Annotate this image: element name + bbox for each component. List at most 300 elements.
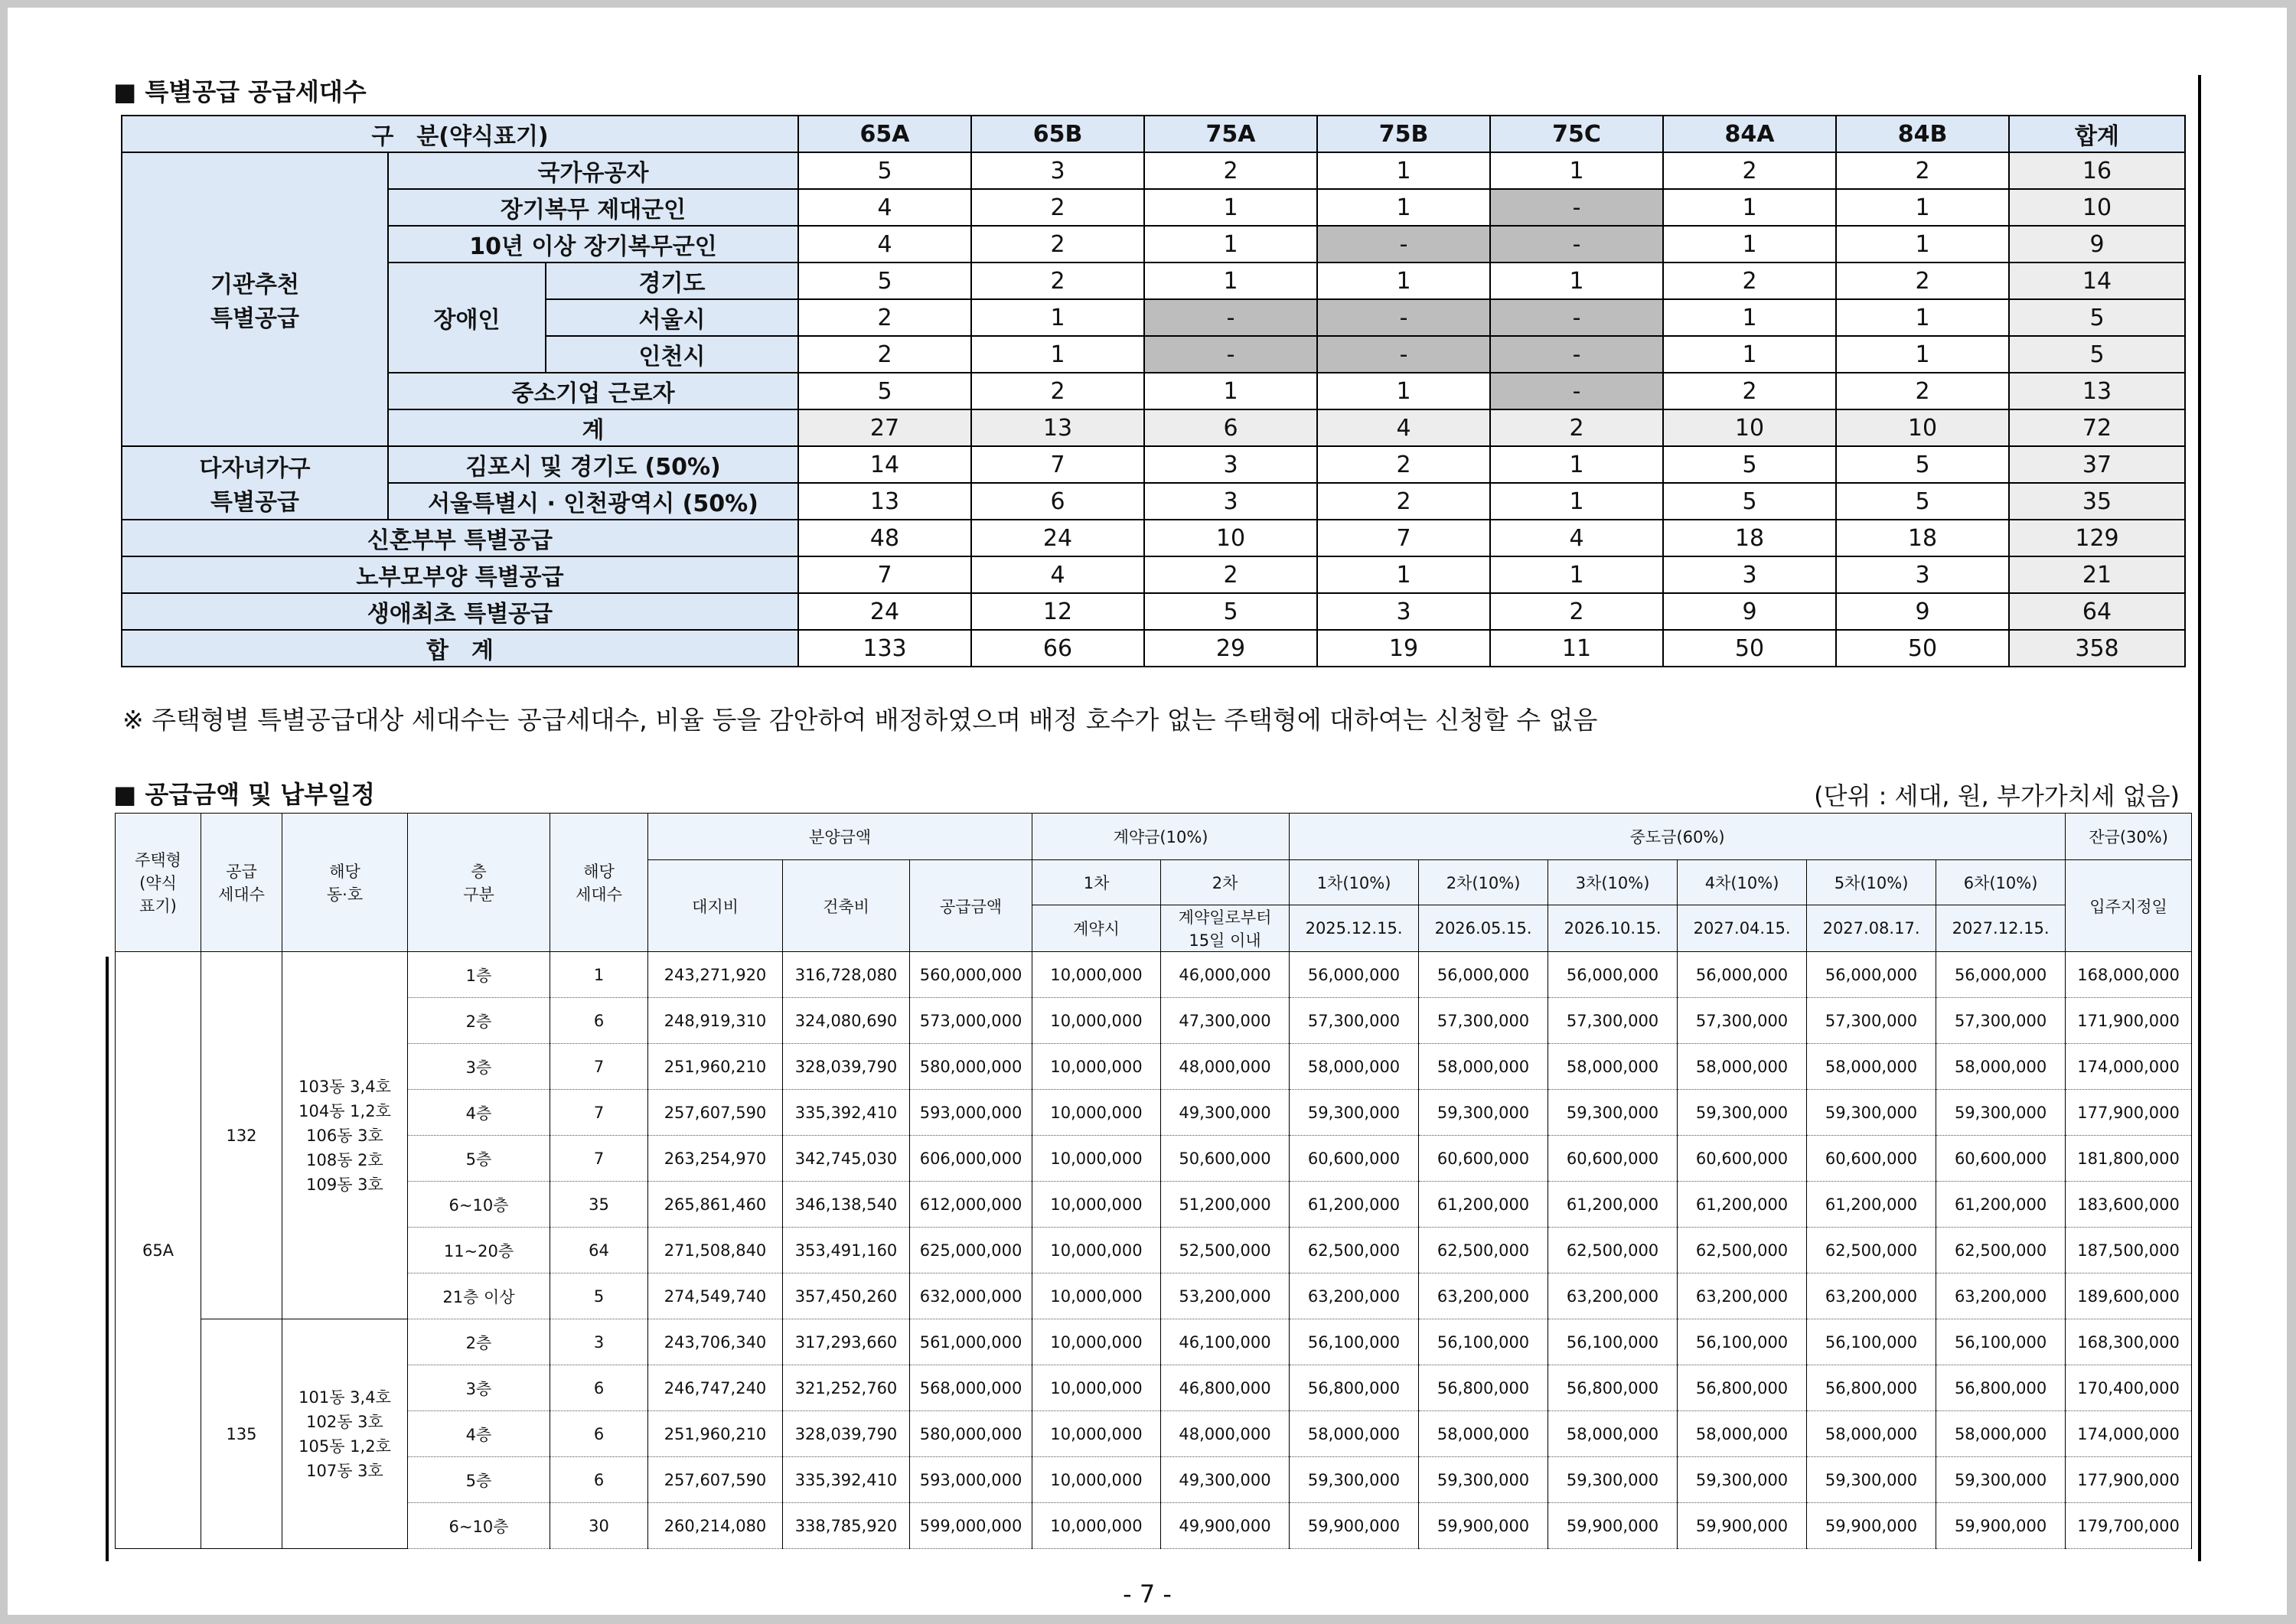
value-cell: 13 (798, 483, 971, 520)
value-cell: 2 (971, 226, 1144, 263)
row-label: 합 계 (122, 630, 798, 667)
value-cell: 56,000,000 (1419, 952, 1548, 998)
value-cell: 53,200,000 (1161, 1273, 1290, 1319)
row-label: 경기도 (546, 263, 798, 299)
value-cell: 251,960,210 (648, 1044, 783, 1090)
table-row (122, 189, 2185, 226)
header-cell: 2025.12.15. (1290, 905, 1419, 952)
value-cell: 1 (1490, 483, 1663, 520)
header-cell: 1차 (1032, 860, 1161, 905)
special-supply-note: ※ 주택형별 특별공급대상 세대수는 공급세대수, 비율 등을 감안하여 배정하였으며 배정 호수가 없는 주택형에 대하여는 신청할 수 없음 (122, 705, 1598, 735)
value-cell: 335,392,410 (783, 1457, 910, 1503)
value-cell: 59,900,000 (1678, 1503, 1807, 1549)
value-cell: 632,000,000 (910, 1273, 1032, 1319)
value-cell: 59,900,000 (1290, 1503, 1419, 1549)
value-cell: 338,785,920 (783, 1503, 910, 1549)
value-cell: 2 (1836, 373, 2009, 409)
value-cell: 47,300,000 (1161, 998, 1290, 1044)
value-cell: 50 (1836, 630, 2009, 667)
value-cell: 2 (1317, 446, 1490, 483)
value-cell: 60,600,000 (1419, 1136, 1548, 1182)
value-cell: 353,491,160 (783, 1228, 910, 1273)
value-cell: 19 (1317, 630, 1490, 667)
value-cell: 14 (798, 446, 971, 483)
header-cell: 건축비 (783, 860, 910, 952)
value-cell: 60,600,000 (1807, 1136, 1936, 1182)
value-cell: 7 (1317, 520, 1490, 556)
value-cell: 57,300,000 (1807, 998, 1936, 1044)
value-cell: 2 (1663, 373, 1836, 409)
value-cell: - (1317, 336, 1490, 373)
header-cell: 6차(10%) (1936, 860, 2066, 905)
header-cell: 2027.12.15. (1936, 905, 2066, 952)
value-cell: 5 (1663, 446, 1836, 483)
row-label: 계 (388, 409, 798, 446)
value-cell: 257,607,590 (648, 1457, 783, 1503)
header-cell: 중도금(60%) (1290, 814, 2066, 860)
value-cell: 62,500,000 (1419, 1228, 1548, 1273)
value-cell: 62,500,000 (1936, 1228, 2066, 1273)
value-cell: 2 (1836, 263, 2009, 299)
value-cell: 1 (1317, 556, 1490, 593)
value-cell: 4 (798, 189, 971, 226)
total-cell: 35 (2009, 483, 2185, 520)
value-cell: 63,200,000 (1548, 1273, 1678, 1319)
value-cell: 1 (1663, 299, 1836, 336)
page-number: - 7 - (1123, 1580, 1172, 1609)
value-cell: 59,900,000 (1548, 1503, 1678, 1549)
value-cell: 59,900,000 (1936, 1503, 2066, 1549)
value-cell: 10,000,000 (1032, 1273, 1161, 1319)
value-cell: 10,000,000 (1032, 1457, 1161, 1503)
header-cell: 합계 (2009, 116, 2185, 152)
value-cell: 1 (1663, 336, 1836, 373)
value-cell: 59,300,000 (1807, 1090, 1936, 1136)
value-cell: 2 (1317, 483, 1490, 520)
value-cell: 59,900,000 (1807, 1503, 1936, 1549)
value-cell: 56,800,000 (1807, 1365, 1936, 1411)
row-label: 생애최초 특별공급 (122, 593, 798, 630)
value-cell: 58,000,000 (1290, 1411, 1419, 1457)
value-cell: 1 (1144, 263, 1317, 299)
table-row (116, 1365, 2192, 1411)
value-cell: 1층 (408, 952, 550, 998)
value-cell: 4층 (408, 1411, 550, 1457)
group-label: 기관추천 특별공급 (122, 152, 388, 446)
value-cell: 7 (550, 1136, 648, 1182)
value-cell: 6~10층 (408, 1503, 550, 1549)
value-cell: 58,000,000 (1548, 1044, 1678, 1090)
value-cell: 58,000,000 (1419, 1411, 1548, 1457)
header-cell: 해당 세대수 (550, 814, 648, 952)
value-cell: 59,300,000 (1419, 1457, 1548, 1503)
subtotal-row (122, 409, 2185, 446)
value-cell: 133 (798, 630, 971, 667)
value-cell: 265,861,460 (648, 1182, 783, 1228)
value-cell: 174,000,000 (2066, 1411, 2192, 1457)
value-cell: 48,000,000 (1161, 1411, 1290, 1457)
value-cell: 6 (971, 483, 1144, 520)
value-cell: - (1490, 226, 1663, 263)
header-cell: 대지비 (648, 860, 783, 952)
value-cell: 257,607,590 (648, 1090, 783, 1136)
value-cell: 61,200,000 (1290, 1182, 1419, 1228)
header-cell: 2차 (1161, 860, 1290, 905)
document-page (8, 8, 2287, 1615)
value-cell: 58,000,000 (1936, 1411, 2066, 1457)
value-cell: 24 (971, 520, 1144, 556)
header-cell: 2026.05.15. (1419, 905, 1548, 952)
value-cell: 3 (550, 1319, 648, 1365)
subtotal-cell: 72 (2009, 409, 2185, 446)
header-cell: 75A (1144, 116, 1317, 152)
value-cell: 1 (1490, 556, 1663, 593)
value-cell: 50,600,000 (1161, 1136, 1290, 1182)
subtotal-cell: 6 (1144, 409, 1317, 446)
value-cell: 56,800,000 (1548, 1365, 1678, 1411)
value-cell: 2 (798, 299, 971, 336)
value-cell: 625,000,000 (910, 1228, 1032, 1273)
value-cell: 59,300,000 (1807, 1457, 1936, 1503)
subtotal-cell: 27 (798, 409, 971, 446)
value-cell: 573,000,000 (910, 998, 1032, 1044)
header-cell: 84A (1663, 116, 1836, 152)
value-cell: 4층 (408, 1090, 550, 1136)
value-cell: 61,200,000 (1807, 1182, 1936, 1228)
value-cell: 346,138,540 (783, 1182, 910, 1228)
value-cell: 606,000,000 (910, 1136, 1032, 1182)
table-row (122, 152, 2185, 189)
value-cell: 62,500,000 (1807, 1228, 1936, 1273)
value-cell: 6~10층 (408, 1182, 550, 1228)
value-cell: 56,800,000 (1419, 1365, 1548, 1411)
value-cell: 593,000,000 (910, 1090, 1032, 1136)
total-cell: 13 (2009, 373, 2185, 409)
value-cell: 3층 (408, 1044, 550, 1090)
value-cell: 251,960,210 (648, 1411, 783, 1457)
value-cell: 30 (550, 1503, 648, 1549)
value-cell: 1 (550, 952, 648, 998)
table-row (116, 1136, 2192, 1182)
value-cell: 58,000,000 (1807, 1411, 1936, 1457)
value-cell: 58,000,000 (1678, 1044, 1807, 1090)
value-cell: 357,450,260 (783, 1273, 910, 1319)
value-cell: 7 (798, 556, 971, 593)
value-cell: 7 (971, 446, 1144, 483)
value-cell: 9 (1836, 593, 2009, 630)
value-cell: 61,200,000 (1419, 1182, 1548, 1228)
value-cell: 6 (550, 1457, 648, 1503)
header-cell: 구 분(약식표기) (122, 116, 798, 152)
table-row (122, 263, 2185, 299)
row-label: 10년 이상 장기복무군인 (388, 226, 798, 263)
value-cell: 177,900,000 (2066, 1457, 2192, 1503)
value-cell: 59,300,000 (1936, 1457, 2066, 1503)
value-cell: 2 (971, 263, 1144, 299)
value-cell: 2 (1836, 152, 2009, 189)
supply-cell: 135 (201, 1319, 282, 1549)
value-cell: 3 (971, 152, 1144, 189)
value-cell: 1 (1490, 446, 1663, 483)
value-cell: 1 (1144, 189, 1317, 226)
value-cell: 59,300,000 (1936, 1090, 2066, 1136)
value-cell: 46,000,000 (1161, 952, 1290, 998)
value-cell: 189,600,000 (2066, 1273, 2192, 1319)
value-cell: 18 (1836, 520, 2009, 556)
value-cell: 63,200,000 (1936, 1273, 2066, 1319)
value-cell: 612,000,000 (910, 1182, 1032, 1228)
value-cell: 174,000,000 (2066, 1044, 2192, 1090)
dongho-cell: 101동 3,4호 102동 3호 105동 1,2호 107동 3호 (282, 1319, 408, 1549)
value-cell: 316,728,080 (783, 952, 910, 998)
header-cell: 공급금액 (910, 860, 1032, 952)
value-cell: 5층 (408, 1136, 550, 1182)
value-cell: 56,000,000 (1290, 952, 1419, 998)
value-cell: 58,000,000 (1807, 1044, 1936, 1090)
type-cell: 65A (116, 952, 201, 1549)
value-cell: 5 (1663, 483, 1836, 520)
table-row (122, 593, 2185, 630)
row-label: 서울특별시 · 인천광역시 (50%) (388, 483, 798, 520)
value-cell: 10 (1144, 520, 1317, 556)
header-cell: 해당 동·호 (282, 814, 408, 952)
row-label: 신혼부부 특별공급 (122, 520, 798, 556)
section-title-price-schedule: ■ 공급금액 및 납부일정 (113, 780, 375, 809)
value-cell: 56,800,000 (1290, 1365, 1419, 1411)
row-label: 노부모부양 특별공급 (122, 556, 798, 593)
value-cell: 59,300,000 (1678, 1090, 1807, 1136)
supply-cell: 132 (201, 952, 282, 1319)
value-cell: 63,200,000 (1807, 1273, 1936, 1319)
value-cell: - (1317, 226, 1490, 263)
table-row (116, 1319, 2192, 1365)
value-cell: 1 (971, 299, 1144, 336)
value-cell: 7 (550, 1090, 648, 1136)
value-cell: 46,100,000 (1161, 1319, 1290, 1365)
table-row (122, 446, 2185, 483)
value-cell: 2 (1144, 556, 1317, 593)
row-label: 국가유공자 (388, 152, 798, 189)
value-cell: 59,900,000 (1419, 1503, 1548, 1549)
value-cell: 5 (798, 152, 971, 189)
header-cell: 층 구분 (408, 814, 550, 952)
total-cell: 129 (2009, 520, 2185, 556)
value-cell: 63,200,000 (1678, 1273, 1807, 1319)
table-row (116, 1090, 2192, 1136)
value-cell: 66 (971, 630, 1144, 667)
value-cell: - (1144, 336, 1317, 373)
value-cell: 56,100,000 (1548, 1319, 1678, 1365)
header-cell: 공급 세대수 (201, 814, 282, 952)
total-cell: 5 (2009, 299, 2185, 336)
value-cell: 2층 (408, 998, 550, 1044)
value-cell: 48 (798, 520, 971, 556)
value-cell: 10,000,000 (1032, 1319, 1161, 1365)
value-cell: - (1490, 189, 1663, 226)
value-cell: 57,300,000 (1548, 998, 1678, 1044)
table-row (116, 1411, 2192, 1457)
total-cell: 64 (2009, 593, 2185, 630)
value-cell: - (1490, 336, 1663, 373)
row-label: 중소기업 근로자 (388, 373, 798, 409)
value-cell: 3 (1663, 556, 1836, 593)
value-cell: 328,039,790 (783, 1411, 910, 1457)
value-cell: 328,039,790 (783, 1044, 910, 1090)
value-cell: 10,000,000 (1032, 1228, 1161, 1273)
value-cell: 317,293,660 (783, 1319, 910, 1365)
value-cell: 4 (798, 226, 971, 263)
value-cell: 62,500,000 (1290, 1228, 1419, 1273)
group-label: 다자녀가구 특별공급 (122, 446, 388, 520)
value-cell: 63,200,000 (1290, 1273, 1419, 1319)
subtotal-cell: 13 (971, 409, 1144, 446)
value-cell: 59,300,000 (1290, 1090, 1419, 1136)
value-cell: 5 (1836, 483, 2009, 520)
value-cell: 2 (971, 373, 1144, 409)
value-cell: 324,080,690 (783, 998, 910, 1044)
value-cell: 7 (550, 1044, 648, 1090)
value-cell: 243,706,340 (648, 1319, 783, 1365)
value-cell: 62,500,000 (1678, 1228, 1807, 1273)
value-cell: 1 (1317, 152, 1490, 189)
value-cell: 58,000,000 (1290, 1044, 1419, 1090)
total-cell: 16 (2009, 152, 2185, 189)
value-cell: 59,300,000 (1290, 1457, 1419, 1503)
header-cell: 3차(10%) (1548, 860, 1678, 905)
value-cell: 57,300,000 (1678, 998, 1807, 1044)
value-cell: 321,252,760 (783, 1365, 910, 1411)
header-row (122, 116, 2185, 152)
value-cell: 51,200,000 (1161, 1182, 1290, 1228)
value-cell: 57,300,000 (1290, 998, 1419, 1044)
value-cell: 1 (1144, 226, 1317, 263)
value-cell: 56,000,000 (1548, 952, 1678, 998)
header-cell: 계약시 (1032, 905, 1161, 952)
value-cell: 50 (1663, 630, 1836, 667)
value-cell: 3층 (408, 1365, 550, 1411)
value-cell: 580,000,000 (910, 1411, 1032, 1457)
section-title-special-supply: ■ 특별공급 공급세대수 (113, 77, 367, 106)
value-cell: 3 (1144, 446, 1317, 483)
value-cell: 61,200,000 (1548, 1182, 1678, 1228)
value-cell: 60,600,000 (1678, 1136, 1807, 1182)
header-cell: 84B (1836, 116, 2009, 152)
value-cell: 248,919,310 (648, 998, 783, 1044)
value-cell: 63,200,000 (1419, 1273, 1548, 1319)
table-row (122, 630, 2185, 667)
table-row (122, 226, 2185, 263)
value-cell: 56,100,000 (1936, 1319, 2066, 1365)
value-cell: 56,100,000 (1807, 1319, 1936, 1365)
value-cell: 593,000,000 (910, 1457, 1032, 1503)
total-cell: 10 (2009, 189, 2185, 226)
value-cell: 49,900,000 (1161, 1503, 1290, 1549)
value-cell: 1 (1836, 226, 2009, 263)
table-row (122, 373, 2185, 409)
value-cell: 10,000,000 (1032, 1090, 1161, 1136)
value-cell: 11 (1490, 630, 1663, 667)
total-cell: 9 (2009, 226, 2185, 263)
value-cell: 179,700,000 (2066, 1503, 2192, 1549)
table-row (116, 1182, 2192, 1228)
table-row (116, 1273, 2192, 1319)
value-cell: 568,000,000 (910, 1365, 1032, 1411)
header-cell: 1차(10%) (1290, 860, 1419, 905)
value-cell: 560,000,000 (910, 952, 1032, 998)
value-cell: 56,100,000 (1290, 1319, 1419, 1365)
value-cell: 580,000,000 (910, 1044, 1032, 1090)
header-cell: 75C (1490, 116, 1663, 152)
value-cell: 57,300,000 (1419, 998, 1548, 1044)
value-cell: 3 (1317, 593, 1490, 630)
value-cell: 1 (1490, 152, 1663, 189)
value-cell: 10,000,000 (1032, 1503, 1161, 1549)
value-cell: 56,000,000 (1936, 952, 2066, 998)
value-cell: 342,745,030 (783, 1136, 910, 1182)
header-cell: 계약일로부터 15일 이내 (1161, 905, 1290, 952)
value-cell: 5 (798, 263, 971, 299)
value-cell: 6 (550, 1411, 648, 1457)
table-row (116, 952, 2192, 998)
special-supply-table (121, 115, 2186, 667)
value-cell: 35 (550, 1182, 648, 1228)
value-cell: 181,800,000 (2066, 1136, 2192, 1182)
value-cell: 177,900,000 (2066, 1090, 2192, 1136)
value-cell: 187,500,000 (2066, 1228, 2192, 1273)
value-cell: 24 (798, 593, 971, 630)
value-cell: 1 (1144, 373, 1317, 409)
value-cell: 58,000,000 (1936, 1044, 2066, 1090)
value-cell: 56,800,000 (1678, 1365, 1807, 1411)
table-row (116, 1503, 2192, 1549)
row-label: 인천시 (546, 336, 798, 373)
table-row (116, 1228, 2192, 1273)
value-cell: 1 (1836, 189, 2009, 226)
table-row (116, 1044, 2192, 1090)
header-cell: 65A (798, 116, 971, 152)
value-cell: 11~20층 (408, 1228, 550, 1273)
value-cell: 4 (971, 556, 1144, 593)
value-cell: 12 (971, 593, 1144, 630)
unit-note: (단위 : 세대, 원, 부가가치세 없음) (1814, 781, 2180, 810)
subgroup-label: 장애인 (388, 263, 546, 373)
row-label: 서울시 (546, 299, 798, 336)
value-cell: 1 (1836, 336, 2009, 373)
value-cell: 10,000,000 (1032, 1411, 1161, 1457)
value-cell: 243,271,920 (648, 952, 783, 998)
value-cell: 1 (1663, 189, 1836, 226)
value-cell: 5 (798, 373, 971, 409)
header-cell: 75B (1317, 116, 1490, 152)
value-cell: 1 (1317, 373, 1490, 409)
value-cell: 3 (1836, 556, 2009, 593)
value-cell: 171,900,000 (2066, 998, 2192, 1044)
table-row (122, 556, 2185, 593)
value-cell: 59,300,000 (1678, 1457, 1807, 1503)
value-cell: 1 (1836, 299, 2009, 336)
value-cell: 1 (1317, 263, 1490, 299)
value-cell: 58,000,000 (1548, 1411, 1678, 1457)
value-cell: 2 (971, 189, 1144, 226)
value-cell: 2층 (408, 1319, 550, 1365)
value-cell: 21층 이상 (408, 1273, 550, 1319)
value-cell: 335,392,410 (783, 1090, 910, 1136)
total-cell: 21 (2009, 556, 2185, 593)
value-cell: 57,300,000 (1936, 998, 2066, 1044)
table-row (116, 1457, 2192, 1503)
value-cell: 64 (550, 1228, 648, 1273)
subtotal-cell: 10 (1663, 409, 1836, 446)
